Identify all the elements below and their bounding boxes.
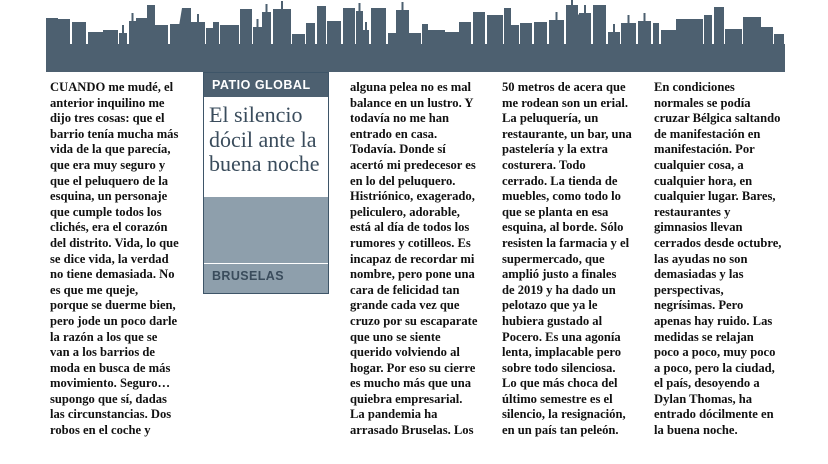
article-line: cerrados desde octubre, xyxy=(654,235,782,250)
article-line: grande cada vez que xyxy=(350,298,460,313)
article-line: silencio, la resignación, xyxy=(502,407,626,422)
article-line: rumores y cotilleos. Es xyxy=(350,235,471,250)
article-line: CUANDO me mudé, el xyxy=(50,80,174,94)
article-line: movimiento. Seguro… xyxy=(50,376,171,391)
article-line: demasiadas y las xyxy=(654,267,744,282)
article-line: del distrito. Vida, lo que xyxy=(50,235,179,250)
article-line: cerrado. La tienda de xyxy=(502,173,618,188)
article-line: el país, desoyendo a xyxy=(654,376,760,391)
article-line: En condiciones xyxy=(654,80,735,94)
article-line: lenta, implacable pero xyxy=(502,345,622,360)
article-line: que cumple todos los xyxy=(50,204,162,219)
article-line: negrísimas. Pero xyxy=(654,298,744,313)
article-line: hogar. Por eso su cierre xyxy=(350,360,476,375)
article-line: acertó mi predecesor es xyxy=(350,157,476,172)
article-line: Lo que más choca del xyxy=(502,376,618,391)
article-line: esquina, un personaje xyxy=(50,189,168,204)
article-line: no tiene demasiada. No xyxy=(50,267,175,282)
article-line: Dylan Thomas, ha xyxy=(654,391,753,406)
article-line: van a los barrios de xyxy=(50,345,155,360)
article-line: las circunstancias. Dos xyxy=(50,407,172,422)
article-column-4 xyxy=(654,80,786,439)
article-line: amplió justo a finales xyxy=(502,267,617,282)
article-line: entrado dócilmente en xyxy=(654,407,774,422)
article-line: anterior inquilino me xyxy=(50,95,165,110)
article-line: que el peluquero de la xyxy=(50,173,169,188)
article-line: las ayudas no son xyxy=(654,251,748,266)
article-column-2 xyxy=(350,80,484,439)
article-line: costurera. Todo xyxy=(502,157,586,172)
city-skyline-banner xyxy=(46,0,785,72)
article-line: en lo del peluquero. xyxy=(350,173,456,188)
article-line: balance en un lustro. Y xyxy=(350,95,474,110)
dateline: BRUSELAS xyxy=(212,269,284,283)
article-line: Histriónico, exagerado, xyxy=(350,189,475,204)
article-line: querido volviendo al xyxy=(350,345,460,360)
article-line: moda en busca de más xyxy=(50,360,171,375)
article-line: pelotazo que ya le xyxy=(502,298,598,313)
article-line: dijo tres cosas: que el xyxy=(50,111,165,126)
article-line: entrado en casa. xyxy=(350,126,438,141)
dateline-panel xyxy=(204,263,328,293)
article-line: cruzo por su escaparate xyxy=(350,313,478,328)
article-line: es mucho más que una xyxy=(350,376,472,391)
article-line: todavía no me han xyxy=(350,111,450,126)
article-line: Todavía. Donde sí xyxy=(350,142,446,157)
article-line: 50 metros de acera que xyxy=(502,80,626,94)
article-line: medidas se relajan xyxy=(654,329,754,344)
article-line: quiebra empresarial. xyxy=(350,391,463,406)
article-line: pero jode un poco darle xyxy=(50,313,178,328)
article-line: esquina, al borde. Sólo xyxy=(502,220,624,235)
article-line: me rodean son un erial. xyxy=(502,95,629,110)
article-line: apenas hay ruido. Las xyxy=(654,313,773,328)
article-line: está al día de todos los xyxy=(350,220,470,235)
article-column-3 xyxy=(502,80,640,439)
article-line: cualquier cosa, a xyxy=(654,157,744,172)
article-line: supermercado, que xyxy=(502,251,605,266)
article-line: nombre, pero pone una xyxy=(350,267,475,282)
article-column-1 xyxy=(50,80,184,439)
article-line: resisten la farmacia y el xyxy=(502,235,630,250)
article-line: se dice vida, la verdad xyxy=(50,251,169,266)
article-line: sobre todo silenciosa. xyxy=(502,360,616,375)
divider xyxy=(204,263,328,264)
article-line: peliculero, adorable, xyxy=(350,204,460,219)
article-line: cara de felicidad tan xyxy=(350,282,460,297)
headline-box xyxy=(203,72,329,330)
article-line: la razón a los que se xyxy=(50,329,158,344)
article-line: La peluquería, un xyxy=(502,111,599,126)
article-line: que era muy seguro y xyxy=(50,157,166,172)
article-line: restaurante, un bar, una xyxy=(502,126,632,141)
article-line: que uno se siente xyxy=(350,329,441,344)
article-line: cruzar Bélgica saltando xyxy=(654,111,781,126)
article-line: arrasado Bruselas. Los xyxy=(350,423,474,438)
article-line: último semestre es el xyxy=(502,391,613,406)
article-line: hubiera gustado al xyxy=(502,313,603,328)
byline xyxy=(212,304,324,332)
article-line: barrio tenía mucha más xyxy=(50,126,179,141)
article-line: es que me queje, xyxy=(50,282,139,297)
article-line: supongo que sí, dadas xyxy=(50,391,167,406)
article-line: cualquier lugar. Bares, xyxy=(654,189,776,204)
article-line: perspectivas, xyxy=(654,282,724,297)
article-line: de manifestación en xyxy=(654,126,761,141)
article-line: de 2019 y ha dado un xyxy=(502,282,616,297)
article-line: Pocero. Es una agonía xyxy=(502,329,621,344)
headline: El silencio dócil ante la buena noche xyxy=(209,102,320,176)
article-line: incapaz de recordar mi xyxy=(350,251,475,266)
section-label: PATIO GLOBAL xyxy=(204,73,328,97)
article-line: restaurantes y xyxy=(654,204,731,219)
article-line: gimnasios llevan xyxy=(654,220,743,235)
article-line: la buena noche. xyxy=(654,423,738,438)
article-line: porque se duerme bien, xyxy=(50,298,176,313)
article-line: cualquier hora, en xyxy=(654,173,753,188)
article-line: clichés, era el corazón xyxy=(50,220,168,235)
article-line: La pandemia ha xyxy=(350,407,438,422)
article-line: que se planta en esa xyxy=(502,204,609,219)
article-line: pastelería y la extra xyxy=(502,142,608,157)
article-line: a poco, pero la ciudad, xyxy=(654,360,775,375)
article-line: normales se podía xyxy=(654,95,751,110)
article-line: poco a poco, muy poco xyxy=(654,345,776,360)
article-line: muebles, como todo lo xyxy=(502,189,621,204)
article-line: manifestación. Por xyxy=(654,142,755,157)
article-line: en un país tan peleón. xyxy=(502,423,619,438)
author-line-2: R. SUANZES xyxy=(212,319,277,330)
author-line-1: POR PABLO xyxy=(212,305,275,316)
article-line: robos en el coche y xyxy=(50,423,151,438)
article-line: vida de la que parecía, xyxy=(50,142,171,157)
article-line: alguna pelea no es mal xyxy=(350,80,472,94)
